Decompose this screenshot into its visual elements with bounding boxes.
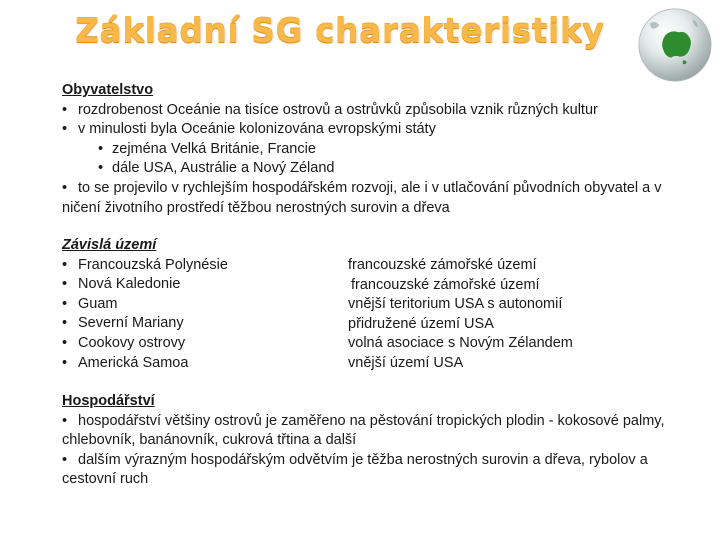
dependent-section xyxy=(62,236,228,373)
territory-name: • Severní Mariany xyxy=(62,315,184,332)
dependent-status-column xyxy=(348,256,573,374)
economy-heading: Hospodářství xyxy=(62,393,155,409)
list-item: • hospodářství většiny ostrovů je zaměřeno na pěstování tropických plodin - kokosové palmy, chlebovník, banánovník, cukrová třtina a další xyxy=(62,412,665,449)
territory-name: • Francouzská Polynésie xyxy=(62,256,228,273)
territory-status: vnější území USA xyxy=(348,354,464,371)
population-heading: Obyvatelstvo xyxy=(62,82,154,98)
territory-status: francouzské zámořské území xyxy=(351,276,540,293)
list-item: • v minulosti byla Oceánie kolonizována evropskými státy xyxy=(62,121,436,138)
territory-status: francouzské zámořské území xyxy=(348,257,537,273)
territory-name: • Cookovy ostrovy xyxy=(62,334,186,351)
territory-status: volná asociace s Novým Zélandem xyxy=(348,335,573,352)
list-item: • to se projevilo v rychlejším hospodářském rozvoji, ale i v utlačování původních obyvatel a v ničení životního prostředí těžbou nerostných surovin a dřeva xyxy=(62,179,662,216)
population-section xyxy=(62,81,682,218)
economy-section xyxy=(62,392,682,490)
dependent-heading: Závislá území xyxy=(62,237,157,253)
territory-name: • Nová Kaledonie xyxy=(62,276,181,293)
territory-name: • Americká Samoa xyxy=(62,354,189,371)
globe-australia-icon xyxy=(636,6,714,84)
list-item: • rozdrobenost Oceánie na tisíce ostrovů a ostrůvků způsobila vznik různých kultur xyxy=(62,101,598,118)
territory-status: přidružené území USA xyxy=(348,315,494,332)
page-title: Základní SG charakteristiky xyxy=(75,10,605,49)
list-item: • zejména Velká Británie, Francie xyxy=(98,140,316,157)
list-item: • dále USA, Austrálie a Nový Zéland xyxy=(98,160,335,177)
territory-name: • Guam xyxy=(62,295,118,312)
territory-status: vnější teritorium USA s autonomií xyxy=(348,296,563,313)
list-item: • dalším výrazným hospodářským odvětvím je těžba nerostných surovin a dřeva, rybolov a cestovní ruch xyxy=(62,451,648,488)
